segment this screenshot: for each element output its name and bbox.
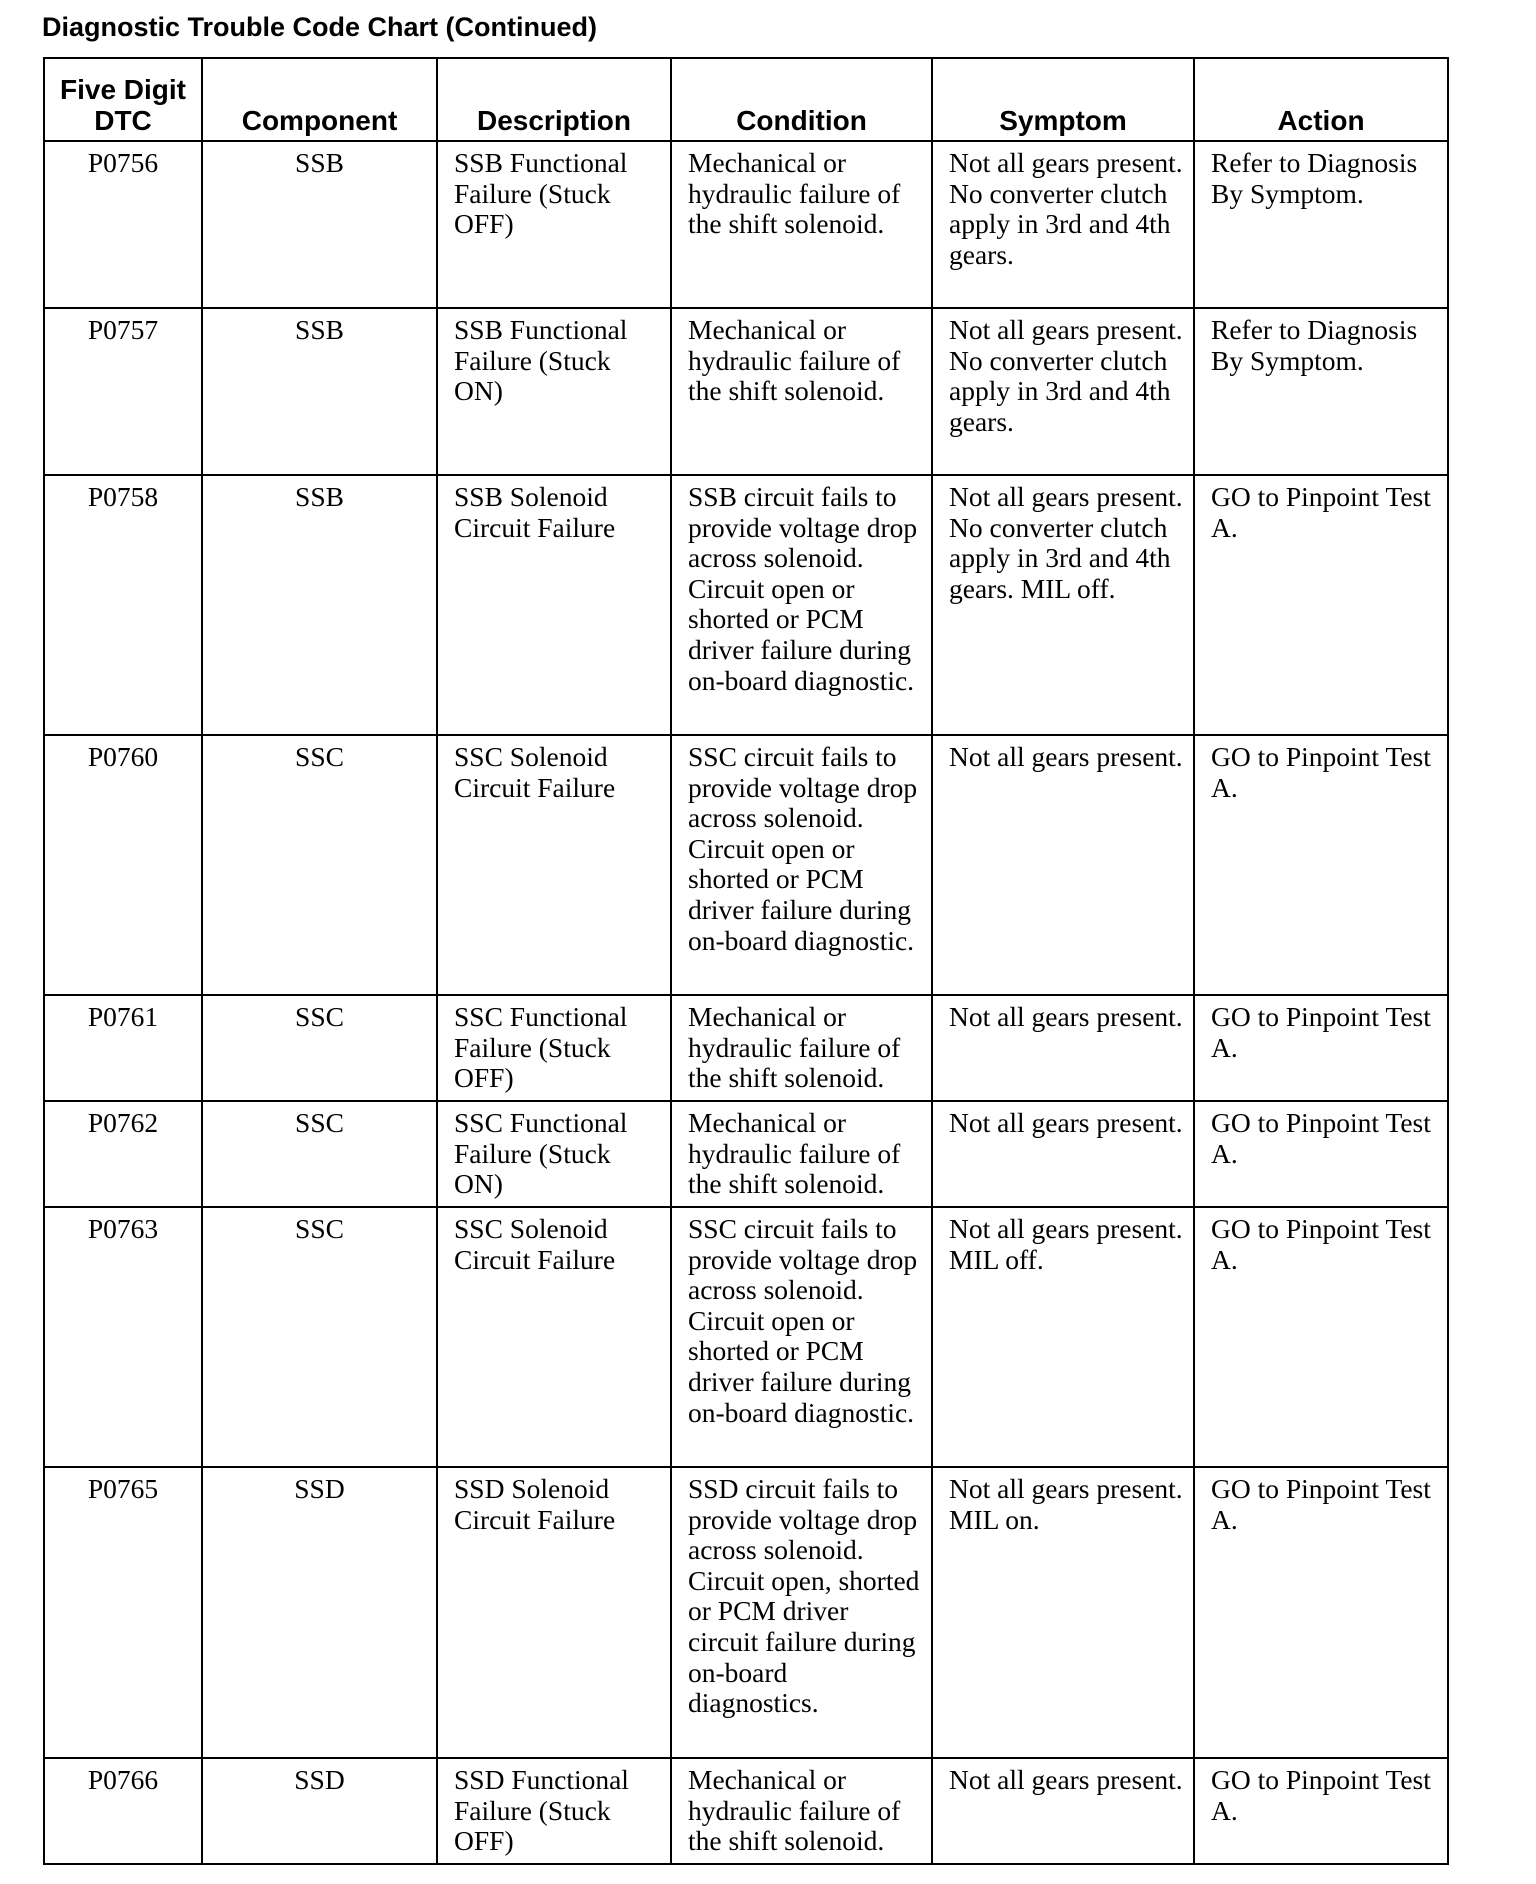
column-header-dtc: Five Digit DTC bbox=[44, 58, 202, 141]
page-title: Diagnostic Trouble Code Chart (Continued) bbox=[42, 12, 597, 42]
condition-cell: Mechanical or hydraulic failure of the shift solenoid. bbox=[671, 995, 932, 1101]
component-cell: SSB bbox=[202, 308, 437, 475]
table-row bbox=[44, 141, 1448, 308]
description-cell: SSD Solenoid Circuit Failure bbox=[437, 1467, 671, 1758]
description-cell: SSD Functional Failure (Stuck OFF) bbox=[437, 1758, 671, 1864]
condition-cell: SSB circuit fails to provide voltage drop across solenoid. Circuit open or shorted or PCM driver failure during on-board diagnostic. bbox=[671, 475, 932, 735]
component-cell: SSD bbox=[202, 1758, 437, 1864]
component-cell: SSC bbox=[202, 735, 437, 995]
description-cell: SSB Functional Failure (Stuck ON) bbox=[437, 308, 671, 475]
component-cell: SSB bbox=[202, 475, 437, 735]
dtc-code-cell: P0762 bbox=[44, 1101, 202, 1207]
symptom-cell: Not all gears present. bbox=[932, 735, 1194, 995]
condition-cell: Mechanical or hydraulic failure of the shift solenoid. bbox=[671, 1101, 932, 1207]
component-cell: SSC bbox=[202, 1207, 437, 1467]
description-cell: SSC Solenoid Circuit Failure bbox=[437, 1207, 671, 1467]
action-cell: Refer to Diagnosis By Symptom. bbox=[1194, 141, 1448, 308]
action-cell: GO to Pinpoint Test A. bbox=[1194, 735, 1448, 995]
action-cell: GO to Pinpoint Test A. bbox=[1194, 475, 1448, 735]
description-cell: SSB Functional Failure (Stuck OFF) bbox=[437, 141, 671, 308]
condition-cell: SSC circuit fails to provide voltage drop across solenoid. Circuit open or shorted or PCM driver failure during on-board diagnostic. bbox=[671, 735, 932, 995]
condition-cell: SSD circuit fails to provide voltage drop across solenoid. Circuit open, shorted or PCM driver circuit failure during on-board diagnostics. bbox=[671, 1467, 932, 1758]
action-cell: GO to Pinpoint Test A. bbox=[1194, 1207, 1448, 1467]
component-cell: SSD bbox=[202, 1467, 437, 1758]
dtc-code-cell: P0760 bbox=[44, 735, 202, 995]
symptom-cell: Not all gears present. bbox=[932, 1758, 1194, 1864]
dtc-code-cell: P0763 bbox=[44, 1207, 202, 1467]
symptom-cell: Not all gears present. bbox=[932, 1101, 1194, 1207]
action-cell: GO to Pinpoint Test A. bbox=[1194, 1758, 1448, 1864]
table-row bbox=[44, 1207, 1448, 1467]
condition-cell: Mechanical or hydraulic failure of the shift solenoid. bbox=[671, 308, 932, 475]
column-header-component: Component bbox=[202, 58, 437, 141]
symptom-cell: Not all gears present. bbox=[932, 995, 1194, 1101]
action-cell: Refer to Diagnosis By Symptom. bbox=[1194, 308, 1448, 475]
column-header-symptom: Symptom bbox=[932, 58, 1194, 141]
table-row bbox=[44, 1101, 1448, 1207]
description-cell: SSC Functional Failure (Stuck ON) bbox=[437, 1101, 671, 1207]
component-cell: SSC bbox=[202, 1101, 437, 1207]
dtc-code-cell: P0761 bbox=[44, 995, 202, 1101]
description-cell: SSC Functional Failure (Stuck OFF) bbox=[437, 995, 671, 1101]
condition-cell: SSC circuit fails to provide voltage drop across solenoid. Circuit open or shorted or PCM driver failure during on-board diagnostic. bbox=[671, 1207, 932, 1467]
table-row bbox=[44, 1467, 1448, 1758]
component-cell: SSC bbox=[202, 995, 437, 1101]
symptom-cell: Not all gears present. No converter clutch apply in 3rd and 4th gears. MIL off. bbox=[932, 475, 1194, 735]
table-row bbox=[44, 735, 1448, 995]
column-header-action: Action bbox=[1194, 58, 1448, 141]
column-header-description: Description bbox=[437, 58, 671, 141]
dtc-code-cell: P0765 bbox=[44, 1467, 202, 1758]
dtc-code-cell: P0757 bbox=[44, 308, 202, 475]
dtc-code-cell: P0756 bbox=[44, 141, 202, 308]
action-cell: GO to Pinpoint Test A. bbox=[1194, 995, 1448, 1101]
symptom-cell: Not all gears present. MIL off. bbox=[932, 1207, 1194, 1467]
table-row bbox=[44, 308, 1448, 475]
symptom-cell: Not all gears present. No converter clutch apply in 3rd and 4th gears. bbox=[932, 308, 1194, 475]
dtc-code-cell: P0766 bbox=[44, 1758, 202, 1864]
condition-cell: Mechanical or hydraulic failure of the shift solenoid. bbox=[671, 1758, 932, 1864]
action-cell: GO to Pinpoint Test A. bbox=[1194, 1101, 1448, 1207]
column-header-condition: Condition bbox=[671, 58, 932, 141]
description-cell: SSB Solenoid Circuit Failure bbox=[437, 475, 671, 735]
header-row bbox=[44, 58, 1448, 141]
dtc-chart-table bbox=[43, 57, 1449, 1865]
symptom-cell: Not all gears present. No converter clutch apply in 3rd and 4th gears. bbox=[932, 141, 1194, 308]
table-row bbox=[44, 475, 1448, 735]
dtc-code-cell: P0758 bbox=[44, 475, 202, 735]
component-cell: SSB bbox=[202, 141, 437, 308]
symptom-cell: Not all gears present. MIL on. bbox=[932, 1467, 1194, 1758]
condition-cell: Mechanical or hydraulic failure of the shift solenoid. bbox=[671, 141, 932, 308]
action-cell: GO to Pinpoint Test A. bbox=[1194, 1467, 1448, 1758]
table-row bbox=[44, 995, 1448, 1101]
description-cell: SSC Solenoid Circuit Failure bbox=[437, 735, 671, 995]
table-row bbox=[44, 1758, 1448, 1864]
